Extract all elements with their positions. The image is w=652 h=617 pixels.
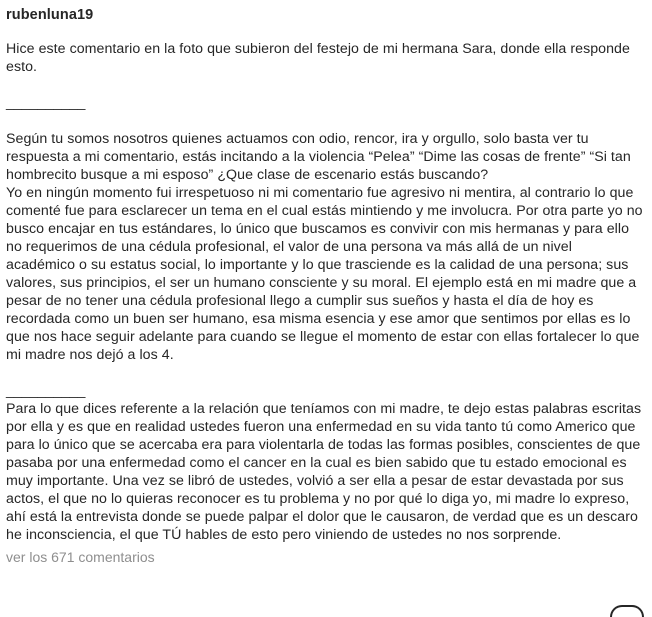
caption-paragraph-response: Según tu somos nosotros quienes actuamos con odio, rencor, ira y orgullo, solo basta ver tu respuesta a mi comentario, estás incitando a la violencia “Pelea” “Dime las cosas de frente” “Si tan hombrecito busque a mi esposo” ¿Que clase de escenario estás buscando? — [6, 131, 631, 183]
username[interactable]: rubenluna19 — [6, 7, 94, 23]
blank-line — [6, 76, 644, 94]
separator-line: __________ — [6, 383, 86, 399]
partial-icon — [610, 605, 644, 617]
view-all-comments-link[interactable]: ver los 671 comentarios — [6, 549, 155, 565]
separator-line: __________ — [6, 95, 86, 111]
caption-paragraph-mother: Para lo que dices referente a la relación que teníamos con mi madre, te dejo estas palabras escritas por ella y es que en realidad ustedes fueron una enfermedad en su vida tanto tú como Americo que para lo único que se acercaba era para violentarla de todas las formas posibles, conscientes de que pasaba por una enfermedad como el cancer en la cual es bien sabido que tu estado emocional es muy importante. Una vez se libró de ustedes, volvió a ser ella a pesar de estar devastada por sus actos, el que no lo quieras reconocer es tu problema y no por qué lo diga yo, mi madre lo expreso, ahí está la entrevista donde se puede palpar el dolor que le causaron, de verdad que es un descaro he inconsciencia, el que TÚ hables de esto pero viniendo de ustedes no nos sorprende. — [6, 401, 642, 543]
blank-line — [6, 112, 644, 130]
blank-line — [6, 364, 644, 382]
caption-paragraph-intro: Hice este comentario en la foto que subieron del festejo de mi hermana Sara, donde ella responde esto. — [6, 41, 630, 75]
caption-paragraph-values: Yo en ningún momento fui irrespetuoso ni mi comentario fue agresivo ni mentira, al contrario lo que comenté fue para esclarecer un tema en el cual estás mintiendo y me involucra. Por otra parte yo no busco encajar en tus estándares, lo único que buscamos es convivir con mis hermanas y para ello no requerimos de una cédula profesional, el valor de una persona va más allá de un nivel académico o su estatus social, lo importante y lo que trasciende es la calidad de una persona; sus valores, sus principios, el ser un humano consciente y su moral. El ejemplo está en mi madre que a pesar de no tener una cédula profesional llego a cumplir sus sueños y hasta el día de hoy es recordada como un buen ser humano, esa misma esencia y ese amor que sentimos por ellas es lo que nos hace seguir adelante para cuando se llegue el momento de estar con ellas fortalecer lo que mi madre nos dejó a los 4. — [6, 185, 643, 363]
caption-text — [6, 40, 644, 544]
post-caption-block — [6, 0, 644, 566]
